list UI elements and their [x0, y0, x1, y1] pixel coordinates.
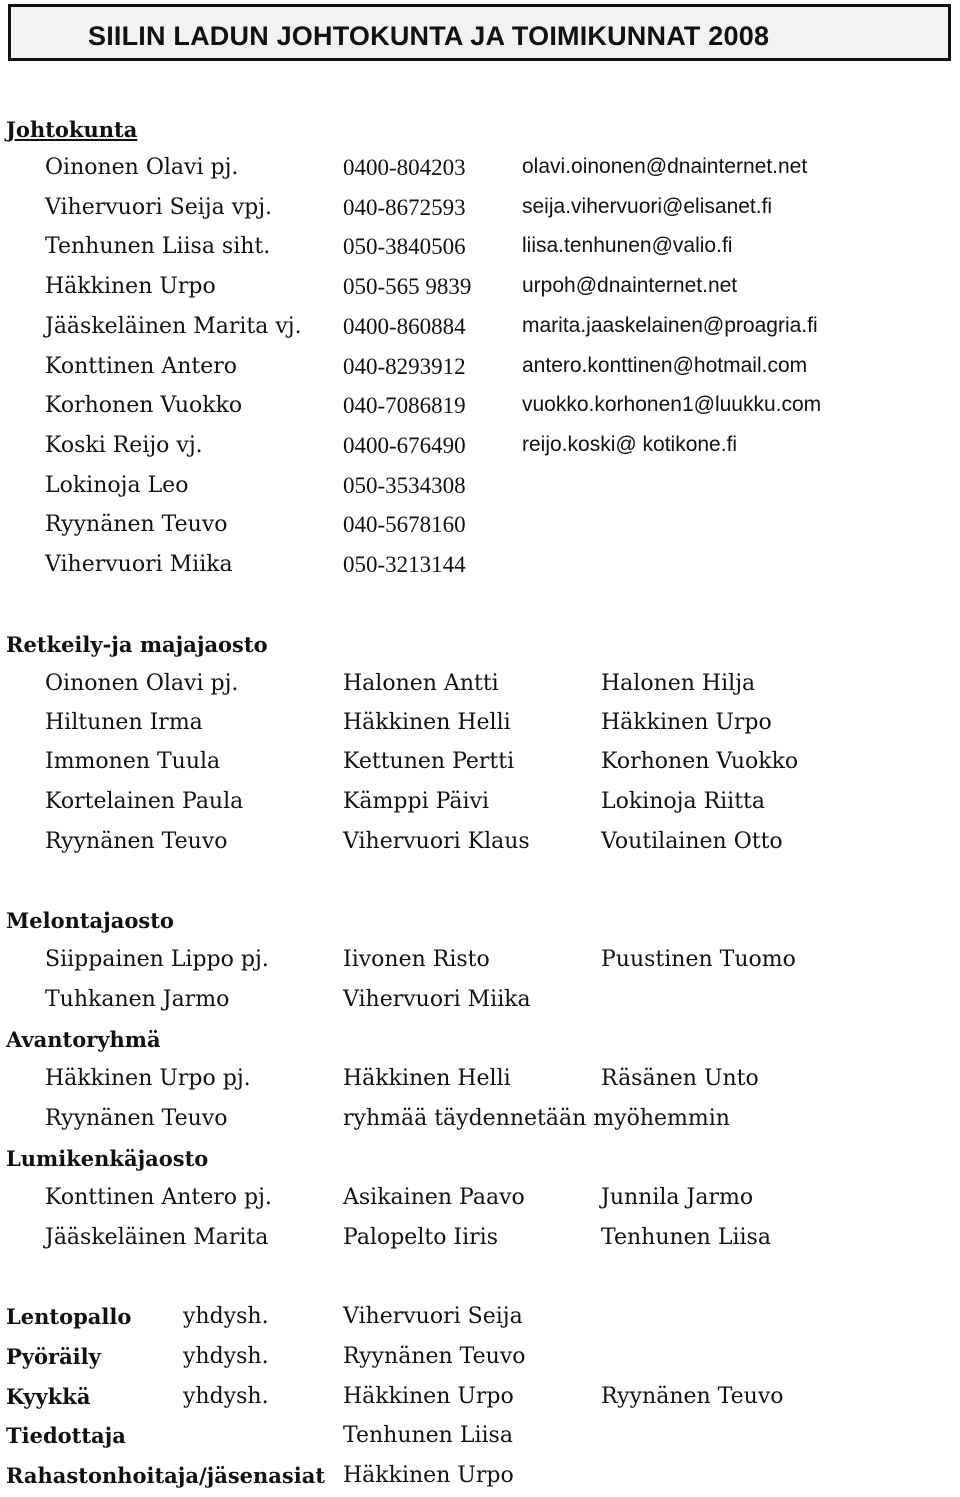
- document-title: SIILIN LADUN JOHTOKUNTA JA TOIMIKUNNAT 2008: [88, 21, 770, 51]
- role-label: Pyöräily: [6, 1344, 101, 1369]
- committee-member: Kämppi Päivi: [343, 789, 490, 814]
- committee-row: [0, 947, 960, 977]
- member-name: Korhonen Vuokko: [45, 393, 243, 418]
- committee-row: [0, 1225, 960, 1255]
- board-member-row: [0, 234, 960, 264]
- member-phone: 040-5678160: [343, 512, 466, 537]
- lumikenka-heading: Lumikenkäjaosto: [6, 1146, 209, 1171]
- committee-member: Räsänen Unto: [601, 1066, 759, 1091]
- board-member-row: [0, 473, 960, 503]
- member-name: Vihervuori Miika: [45, 552, 233, 577]
- committee-row: [0, 987, 960, 1017]
- committee-member: Hiltunen Irma: [45, 710, 203, 735]
- committee-member: Vihervuori Miika: [343, 987, 531, 1012]
- committee-member: Siippainen Lippo pj.: [45, 947, 269, 972]
- member-name: Oinonen Olavi pj.: [45, 155, 239, 180]
- role-label: Lentopallo: [6, 1304, 132, 1329]
- board-member-row: [0, 512, 960, 542]
- role-person: Häkkinen Urpo: [343, 1463, 514, 1488]
- committee-row: [0, 1066, 960, 1096]
- member-email: olavi.oinonen@dnainternet.net: [522, 155, 808, 178]
- committee-member: Ryynänen Teuvo: [45, 829, 228, 854]
- member-phone: 0400-860884: [343, 314, 466, 339]
- member-phone: 040-8672593: [343, 195, 466, 220]
- committee-row: [0, 710, 960, 740]
- committee-member: Häkkinen Helli: [343, 1066, 511, 1091]
- member-phone: 050-3840506: [343, 234, 466, 259]
- committee-member: Ryynänen Teuvo: [45, 1106, 228, 1131]
- member-email: reijo.koski@ kotikone.fi: [522, 433, 738, 456]
- committee-member: Immonen Tuula: [45, 749, 221, 774]
- committee-member: Palopelto Iiris: [343, 1225, 498, 1250]
- committee-member: Korhonen Vuokko: [601, 749, 799, 774]
- role-person: Vihervuori Seija: [343, 1304, 523, 1329]
- board-member-row: [0, 552, 960, 582]
- role-label: Kyykkä: [6, 1384, 91, 1409]
- role-row: [0, 1384, 960, 1414]
- member-name: Koski Reijo vj.: [45, 433, 203, 458]
- committee-member: Lokinoja Riitta: [601, 789, 766, 814]
- member-phone: 050-3534308: [343, 473, 466, 498]
- member-phone: 040-7086819: [343, 393, 466, 418]
- committee-member: Kettunen Pertti: [343, 749, 515, 774]
- role-person: Ryynänen Teuvo: [601, 1384, 784, 1409]
- member-phone: 050-3213144: [343, 552, 466, 577]
- committee-member: Halonen Antti: [343, 671, 499, 696]
- retkeily-heading: Retkeily-ja majajaosto: [6, 632, 268, 657]
- board-member-row: [0, 195, 960, 225]
- committee-member: Tuhkanen Jarmo: [45, 987, 230, 1012]
- committee-member: Asikainen Paavo: [343, 1185, 525, 1210]
- member-name: Vihervuori Seija vpj.: [45, 195, 273, 220]
- member-name: Konttinen Antero: [45, 354, 238, 379]
- board-member-row: [0, 274, 960, 304]
- role-row: [0, 1304, 960, 1334]
- board-member-row: [0, 354, 960, 384]
- committee-member: Häkkinen Urpo: [601, 710, 772, 735]
- committee-member: Voutilainen Otto: [601, 829, 783, 854]
- member-email: liisa.tenhunen@valio.fi: [522, 234, 733, 257]
- committee-row: [0, 1185, 960, 1215]
- member-name: Tenhunen Liisa siht.: [45, 234, 271, 259]
- committee-row: [0, 789, 960, 819]
- committee-row: [0, 1106, 960, 1136]
- committee-row: [0, 671, 960, 701]
- committee-member: Kortelainen Paula: [45, 789, 244, 814]
- member-phone: 0400-676490: [343, 433, 466, 458]
- member-phone: 040-8293912: [343, 354, 466, 379]
- committee-member: Iivonen Risto: [343, 947, 490, 972]
- board-member-row: [0, 314, 960, 344]
- role-label: Rahastonhoitaja/jäsenasiat: [6, 1463, 326, 1488]
- board-member-row: [0, 433, 960, 463]
- role-row: [0, 1463, 960, 1493]
- role-person: Tenhunen Liisa: [343, 1423, 513, 1448]
- committee-member: Häkkinen Urpo pj.: [45, 1066, 251, 1091]
- role-type: yhdysh.: [183, 1344, 269, 1369]
- committee-member: Junnila Jarmo: [601, 1185, 754, 1210]
- member-email: vuokko.korhonen1@luukku.com: [522, 393, 822, 416]
- member-name: Häkkinen Urpo: [45, 274, 216, 299]
- avanto-heading: Avantoryhmä: [6, 1027, 161, 1052]
- member-email: urpoh@dnainternet.net: [522, 274, 738, 297]
- role-type: yhdysh.: [183, 1304, 269, 1329]
- member-name: Jääskeläinen Marita vj.: [45, 314, 302, 339]
- member-phone: 0400-804203: [343, 155, 466, 180]
- committee-member: Halonen Hilja: [601, 671, 756, 696]
- johtokunta-heading: Johtokunta: [6, 117, 138, 142]
- committee-row: [0, 829, 960, 859]
- melonta-heading: Melontajaosto: [6, 908, 174, 933]
- title-box: [8, 4, 951, 61]
- committee-member: Konttinen Antero pj.: [45, 1185, 272, 1210]
- committee-member: Oinonen Olavi pj.: [45, 671, 239, 696]
- member-email: antero.konttinen@hotmail.com: [522, 354, 808, 377]
- member-name: Lokinoja Leo: [45, 473, 189, 498]
- member-email: seija.vihervuori@elisanet.fi: [522, 195, 773, 218]
- board-member-row: [0, 393, 960, 423]
- committee-member: Vihervuori Klaus: [343, 829, 530, 854]
- role-label: Tiedottaja: [6, 1423, 126, 1448]
- role-row: [0, 1344, 960, 1374]
- role-person: Ryynänen Teuvo: [343, 1344, 526, 1369]
- member-email: marita.jaaskelainen@proagria.fi: [522, 314, 818, 337]
- committee-row: [0, 749, 960, 779]
- role-row: [0, 1423, 960, 1453]
- committee-note: ryhmää täydennetään myöhemmin: [343, 1106, 730, 1131]
- board-member-row: [0, 155, 960, 185]
- member-name: Ryynänen Teuvo: [45, 512, 228, 537]
- committee-member: Tenhunen Liisa: [601, 1225, 771, 1250]
- committee-member: Puustinen Tuomo: [601, 947, 796, 972]
- member-phone: 050-565 9839: [343, 274, 472, 299]
- committee-member: Jääskeläinen Marita: [45, 1225, 269, 1250]
- role-person: Häkkinen Urpo: [343, 1384, 514, 1409]
- committee-member: Häkkinen Helli: [343, 710, 511, 735]
- role-type: yhdysh.: [183, 1384, 269, 1409]
